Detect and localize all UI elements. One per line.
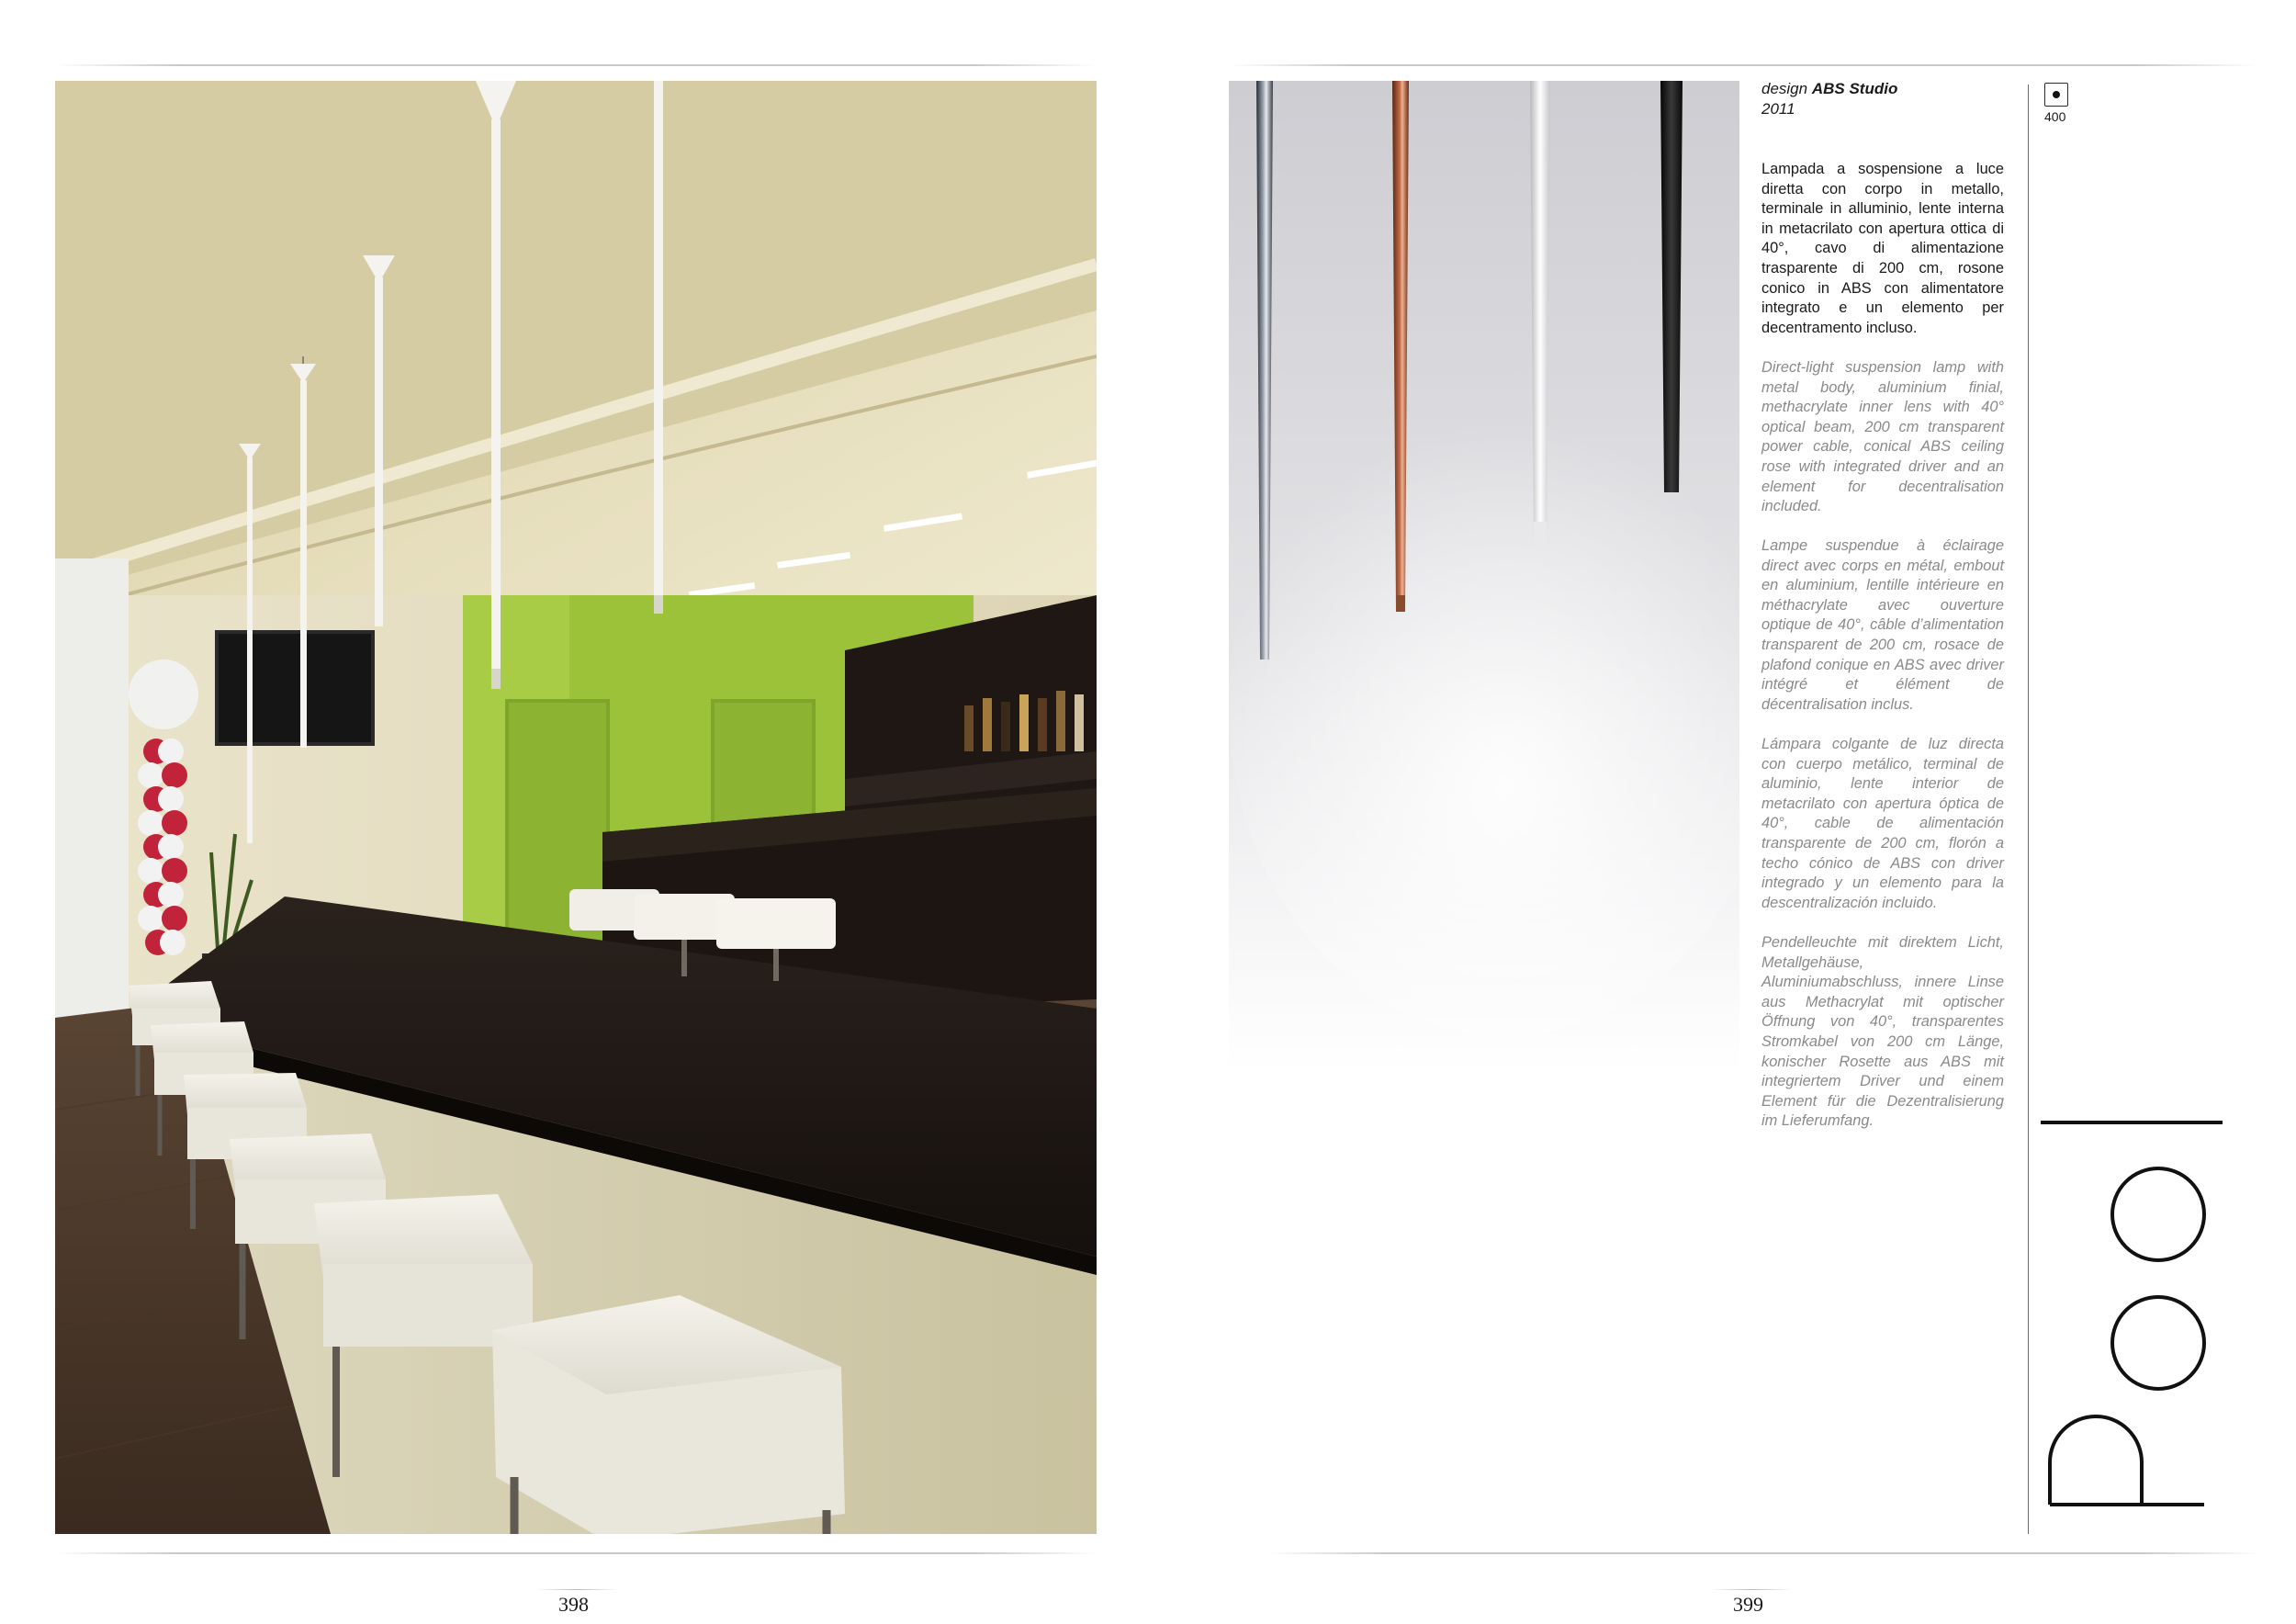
spot-light-icon	[2044, 83, 2068, 107]
design-prefix: design	[1761, 80, 1808, 97]
description-german: Pendelleuchte mit direktem Licht, Metallgehäuse, Aluminiumabschluss, innere Linse aus Methacrylat mit optischer Öffnung von 40°, transparentes Stromkabel von 200 cm Länge, konischer Rosette aus ABS mit integriertem Driver und einem Element für die Dezentralisierung im Lieferumfang.	[1761, 934, 2004, 1130]
pendant-lamps-illustration	[1229, 81, 1739, 1073]
description-spanish: Lámpara colgante de luz directa con cuerpo metálico, terminal de aluminio, lente interior de metacrilato con apertura óptica de 40°, cable de alimentación transparente de 200 cm, florón a techo cónico de ABS con driver integrado y un elemento para la descentralización incluido.	[1761, 736, 2004, 911]
bar-interior-illustration	[55, 81, 1097, 1534]
bottom-rule-right	[1267, 1552, 2259, 1554]
poo-logo-icon	[2039, 1121, 2223, 1529]
pendant-lamps-product-photo	[1229, 81, 1739, 1073]
column-divider	[2028, 85, 2029, 1534]
bottom-rule-left	[55, 1552, 1097, 1554]
top-rule-left	[55, 64, 1097, 66]
description-english: Direct-light suspension lamp with metal body, aluminium finial, methacrylate inner lens with 40° optical beam, 200 cm transparent power cable, conical ABS ceiling rose with integrated driver and an element for decentralisation included.	[1761, 359, 2004, 515]
page-number-left: 398	[558, 1593, 589, 1616]
design-credit	[1761, 79, 1897, 119]
top-rule-right	[1229, 64, 2257, 66]
poo-logo-mark	[2039, 1121, 2223, 1525]
design-year: 2011	[1761, 100, 1795, 118]
page-number-rule-left	[535, 1589, 618, 1590]
description-french: Lampe suspendue à éclairage direct avec corps en métal, embout en aluminium, lentille intérieure en méthacrylate avec ouverture optique de 40°, câble d’alimentation transparent de 200 cm, rosace de plafond conique en ABS avec driver intégré et élément de décentralisation inclus.	[1761, 537, 2004, 713]
page-number-right: 399	[1733, 1593, 1763, 1616]
page-number-rule-right	[1710, 1589, 1793, 1590]
design-studio: ABS Studio	[1811, 80, 1898, 97]
description-italian: Lampada a sospensione a luce diretta con corpo in metallo, terminale in alluminio, lente interna in metacrilato con apertura ottica di 40°, cavo di alimentazione trasparente di 200 cm, rosone conico in ABS con alimentatore integrato e un elemento per decentramento incluso.	[1761, 161, 2004, 336]
spec-value: 400	[2044, 109, 2066, 124]
bar-interior-photo	[55, 81, 1097, 1534]
design-credit-line	[1761, 79, 1897, 99]
